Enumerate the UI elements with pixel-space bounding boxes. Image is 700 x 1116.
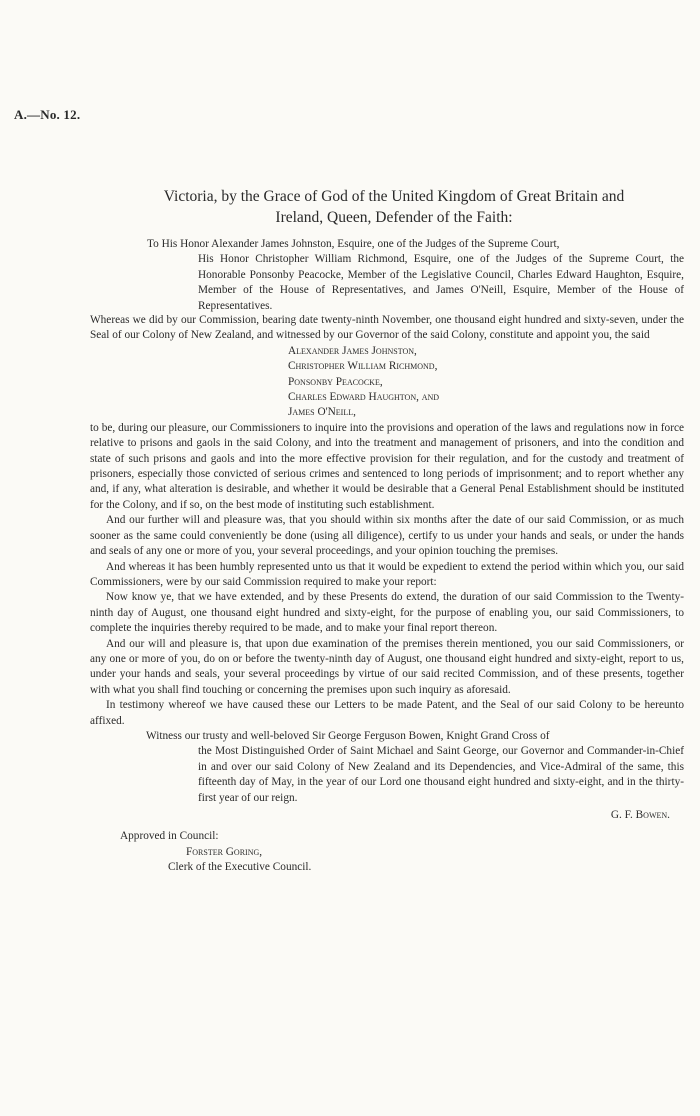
approved-label: Approved in Council: [120,830,219,843]
commissioner-names [288,344,684,421]
address-lead: To His Honor Alexander James Johnston, Esquire, one of the Judges of the Supreme Court, [147,238,560,250]
clerk-name: Forster Goring, [186,845,263,858]
body-paragraph: And our further will and pleasure was, that you should within six months after the date of our said Commission, or as much sooner as the same could conveniently be done (using all diligence), certify to us under your hands and seals, or under the hands and seals of any one or more of you, your several proceedings, and your opinion touching the premises. [90,514,684,558]
governor-signature: G. F. Bowen. [610,809,670,821]
document-reference: A.—No. 12. [14,107,81,122]
body-paragraph: And whereas it has been humbly represented unto us that it would be expedient to extend the period within which you, our said Commissioners, were by our said Commission required to make your report: [90,560,684,588]
document-body [90,313,684,876]
title-line-2: Ireland, Queen, Defender of the Faith: [275,209,513,226]
address-block [90,237,684,314]
commissioner-name: James O'Neill, [288,406,356,419]
address-rest: His Honor Christopher William Richmond, Esquire, one of the Judges of the Supreme Court, the Honorable Ponsonby Peacocke, Member of the Legislative Council, Charles Edward Haughton, Esquire, Member of the House of Representatives, and James O'Neill, Esquire, Member of the House of Representatives. [198,253,684,312]
witness-lead: Witness our trusty and well-beloved Sir George Ferguson Bowen, Knight Grand Cross of [146,729,550,742]
whereas-paragraph: Whereas we did by our Commission, bearing date twenty-ninth November, one thousand eight hundred and sixty-seven, under the Seal of our Colony of New Zealand, and witnessed by our Governor of the said Colony, constitute and appoint you, the said [90,314,684,342]
witness-clause [90,729,684,806]
commissioner-name: Christopher William Richmond, [288,360,438,373]
body-paragraph: In testimony whereof we have caused these our Letters to be made Patent, and the Seal of our said Colony to be hereunto affixed. [90,699,684,727]
clerk-role: Clerk of the Executive Council. [168,861,312,874]
commissioner-name: Ponsonby Peacocke, [288,375,383,388]
body-paragraph: Now know ye, that we have extended, and by these Presents do extend, the duration of our said Commission to the Twenty-ninth day of August, one thousand eight hundred and sixty-eight, for the purpose of enabling you, our said Commissioners, to complete the inquiries thereby required to be made, and to make your final report thereon. [90,591,684,635]
approval-block [90,829,684,875]
commissioner-name: Alexander James Johnston, [288,344,417,357]
title-line-1: Victoria, by the Grace of God of the United Kingdom of Great Britain and [163,188,625,205]
body-paragraph: to be, during our pleasure, our Commissioners to inquire into the provisions and operation of the laws and regulations now in force relative to prisons and gaols in the said Colony, and into the treatment and management of prisoners, and into the condition and state of such prisons and gaols and into the more effective provision for their regulation, and for the custody and treatment of prisoners, especially those convicted of serious crimes and sentenced to long periods of imprisonment; and to report whether any and, if any, what alteration is desirable, and whether it would be desirable that a General Penal Establishment should be instituted for the Colony, and if so, on the best mode of instituting such establishment. [90,421,684,511]
witness-rest: the Most Distinguished Order of Saint Michael and Saint George, our Governor and Commander-in-Chief in and over our said Colony of New Zealand and its Dependencies, and Vice-Admiral of the same, this fifteenth day of May, in the year of our Lord one thousand eight hundred and sixty-eight, and in the thirty-first year of our reign. [198,745,684,804]
proclamation-title [104,186,684,228]
body-paragraph: And our will and pleasure is, that upon due examination of the premises therein mentioned, you our said Commissioners, or any one or more of you, do on or before the twenty-ninth day of August, one thousand eight hundred and sixty-eight, report to us, under your hands and seals, your several proceedings by virtue of our said recited Commission, and of these presents, together with what you shall find touching or concerning the premises upon such inquiry as aforesaid. [90,637,684,696]
commissioner-name: Charles Edward Haughton, and [288,391,440,404]
